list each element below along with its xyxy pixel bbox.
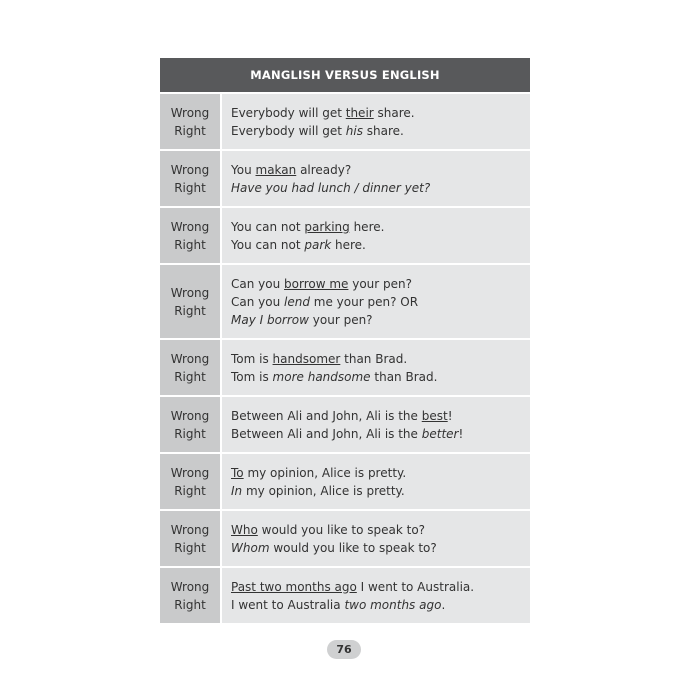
- example-text: your pen?: [348, 276, 413, 291]
- correct-usage: lend: [284, 294, 310, 309]
- table-row: [160, 94, 530, 149]
- row-examples: [222, 397, 530, 452]
- row-labels: [160, 265, 220, 338]
- row-examples: [222, 568, 530, 623]
- table-row: [160, 208, 530, 263]
- row-examples: [222, 340, 530, 395]
- page-number: 76: [327, 640, 361, 659]
- table-row: [160, 454, 530, 509]
- example-text: Tom is: [231, 369, 273, 384]
- example-text: would you like to speak to?: [257, 522, 426, 537]
- correct-usage: his: [345, 123, 363, 138]
- wrong-label: Wrong: [170, 579, 210, 594]
- row-labels: [160, 568, 220, 623]
- wrong-usage: To: [231, 465, 244, 480]
- row-labels: [160, 208, 220, 263]
- example-line: [231, 368, 530, 386]
- right-label: Right: [174, 237, 206, 252]
- example-text: I went to Australia.: [356, 579, 475, 594]
- correct-usage: more handsome: [272, 369, 371, 384]
- row-labels: [160, 94, 220, 149]
- row-examples: [222, 454, 530, 509]
- wrong-usage: handsomer: [272, 351, 341, 366]
- wrong-label: Wrong: [170, 219, 210, 234]
- example-line: [231, 425, 530, 443]
- example-line: [231, 275, 530, 293]
- example-text: You can not: [231, 219, 305, 234]
- example-text: .: [441, 597, 446, 612]
- right-label: Right: [174, 180, 206, 195]
- example-text: share.: [373, 105, 415, 120]
- example-text: I went to Australia: [231, 597, 345, 612]
- wrong-usage: parking: [304, 219, 350, 234]
- example-line: [231, 596, 530, 614]
- example-text: Tom is: [231, 351, 273, 366]
- wrong-label: Wrong: [170, 465, 210, 480]
- wrong-label: Wrong: [170, 105, 210, 120]
- example-line: [231, 407, 530, 425]
- correct-usage: Whom: [231, 540, 270, 555]
- correct-usage: May I borrow: [231, 312, 309, 327]
- example-line: [231, 578, 530, 596]
- example-text: than Brad.: [340, 351, 408, 366]
- correct-usage: In: [231, 483, 243, 498]
- table-row: [160, 151, 530, 206]
- example-text: my opinion, Alice is pretty.: [243, 465, 407, 480]
- example-text: Can you: [231, 276, 285, 291]
- example-line: [231, 236, 530, 254]
- row-examples: [222, 511, 530, 566]
- example-text: already?: [296, 162, 352, 177]
- row-labels: [160, 151, 220, 206]
- right-label: Right: [174, 483, 206, 498]
- example-text: here.: [349, 219, 385, 234]
- table-row: [160, 265, 530, 338]
- right-label: Right: [174, 369, 206, 384]
- example-line: [231, 218, 530, 236]
- example-line: [231, 293, 530, 311]
- example-line: [231, 482, 530, 500]
- wrong-usage: borrow me: [284, 276, 349, 291]
- row-labels: [160, 340, 220, 395]
- example-text: You: [231, 162, 256, 177]
- example-text: my opinion, Alice is pretty.: [242, 483, 405, 498]
- wrong-label: Wrong: [170, 351, 210, 366]
- example-text: Everybody will get: [231, 123, 346, 138]
- table-title: MANGLISH VERSUS ENGLISH: [160, 58, 530, 92]
- example-text: !: [447, 408, 453, 423]
- table-row: [160, 397, 530, 452]
- example-line: [231, 122, 530, 140]
- row-labels: [160, 454, 220, 509]
- grammar-table: [160, 58, 530, 623]
- wrong-usage: Past two months ago: [231, 579, 357, 594]
- right-label: Right: [174, 597, 206, 612]
- row-labels: [160, 397, 220, 452]
- example-line: [231, 311, 530, 329]
- example-text: here.: [331, 237, 366, 252]
- table-row: [160, 568, 530, 623]
- example-line: [231, 464, 530, 482]
- example-line: [231, 521, 530, 539]
- example-line: [231, 104, 530, 122]
- example-line: [231, 350, 530, 368]
- table-row: [160, 340, 530, 395]
- table-row: [160, 511, 530, 566]
- correct-usage: park: [304, 237, 332, 252]
- example-text: would you like to speak to?: [269, 540, 437, 555]
- wrong-label: Wrong: [170, 285, 210, 300]
- row-examples: [222, 151, 530, 206]
- correct-usage: two months ago: [344, 597, 442, 612]
- wrong-usage: best: [421, 408, 448, 423]
- wrong-usage: Who: [231, 522, 258, 537]
- correct-usage: Have you had lunch / dinner yet?: [231, 180, 431, 195]
- example-text: Everybody will get: [231, 105, 346, 120]
- right-label: Right: [174, 303, 206, 318]
- example-text: !: [458, 426, 464, 441]
- row-examples: [222, 265, 530, 338]
- wrong-label: Wrong: [170, 162, 210, 177]
- example-line: [231, 539, 530, 557]
- example-line: [231, 161, 530, 179]
- example-text: me your pen? OR: [309, 294, 419, 309]
- row-examples: [222, 94, 530, 149]
- wrong-label: Wrong: [170, 522, 210, 537]
- example-text: than Brad.: [370, 369, 438, 384]
- wrong-usage: their: [345, 105, 374, 120]
- example-text: Can you: [231, 294, 285, 309]
- example-text: your pen?: [308, 312, 373, 327]
- wrong-usage: makan: [255, 162, 297, 177]
- example-text: share.: [362, 123, 404, 138]
- example-text: Between Ali and John, Ali is the: [231, 408, 422, 423]
- row-labels: [160, 511, 220, 566]
- row-examples: [222, 208, 530, 263]
- example-line: [231, 179, 530, 197]
- wrong-label: Wrong: [170, 408, 210, 423]
- example-text: Between Ali and John, Ali is the: [231, 426, 422, 441]
- right-label: Right: [174, 540, 206, 555]
- right-label: Right: [174, 426, 206, 441]
- right-label: Right: [174, 123, 206, 138]
- correct-usage: better: [421, 426, 459, 441]
- example-text: You can not: [231, 237, 305, 252]
